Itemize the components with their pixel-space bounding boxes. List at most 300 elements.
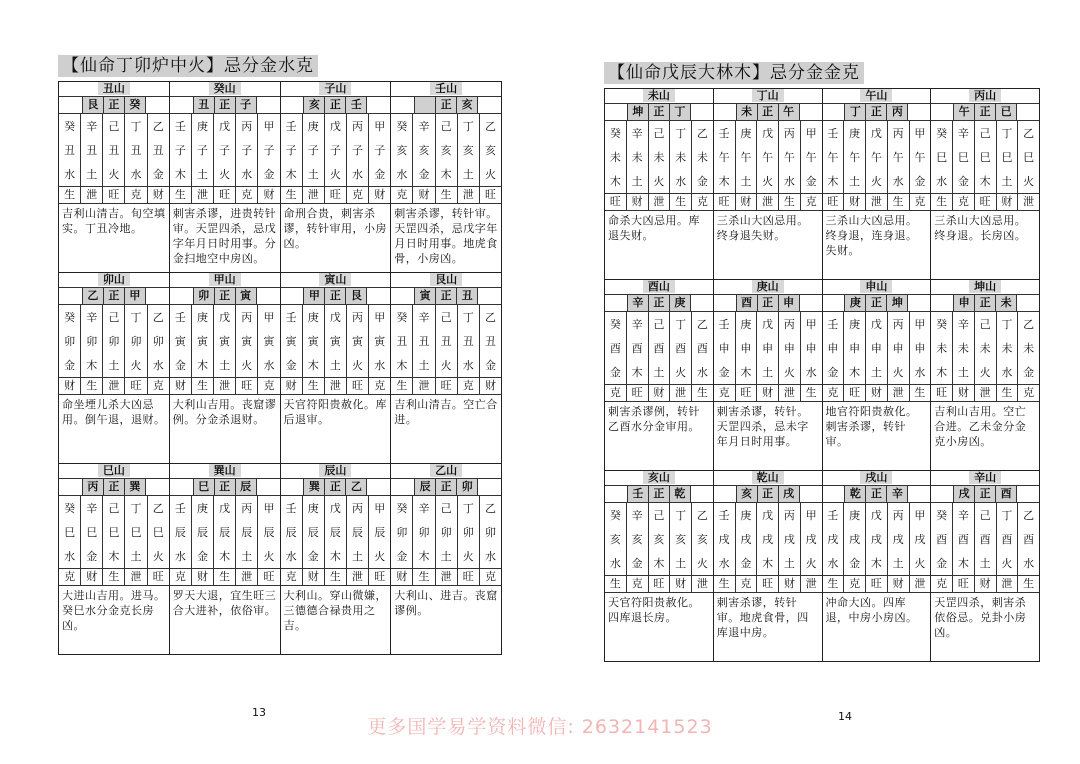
relation-row (714, 576, 822, 593)
mountain-name: 酉山 (643, 280, 675, 293)
grid-char: 土 (1001, 174, 1013, 188)
relation-flag: 生 (1023, 577, 1035, 590)
grid-char: 己 (440, 310, 452, 324)
mountain-cell (59, 273, 170, 463)
grid-char: 水 (675, 174, 687, 188)
stem-branch-grid (605, 121, 713, 194)
header-char: 未 (995, 295, 1017, 311)
stem-branch-column (458, 496, 480, 568)
header-char: 正 (103, 479, 124, 495)
relation-row (281, 569, 391, 586)
grid-char: 戌 (914, 532, 926, 546)
relation-flag: 财 (303, 569, 325, 585)
grid-char: 辰 (307, 525, 319, 539)
grid-char: 巳 (979, 150, 991, 164)
relation-flag: 克 (605, 385, 627, 401)
stem-branch-column (413, 114, 435, 186)
mountain-name-label (170, 464, 280, 478)
grid-char: 戌 (892, 532, 904, 546)
header-char: 辛 (886, 486, 908, 502)
stem-branch-column (325, 305, 347, 377)
mountain-cell (281, 464, 392, 654)
relation-flag: 财 (413, 187, 435, 203)
stem-branch-column (391, 114, 413, 186)
stem-branch-column (953, 503, 975, 575)
mountain-cell (931, 471, 1039, 661)
grid-char: 火 (352, 358, 364, 372)
stem-branch-column (910, 503, 931, 575)
grid-char: 水 (805, 365, 817, 379)
mountain-name: 寅山 (319, 273, 351, 286)
stem-branch-column (910, 121, 931, 193)
stem-branch-column (1018, 121, 1039, 193)
relation-row (823, 385, 931, 402)
mountain-header (59, 478, 169, 496)
relation-flag: 财 (59, 378, 81, 394)
grid-char: 癸 (936, 126, 948, 140)
grid-char: 甲 (374, 501, 386, 515)
header-char: 亥 (303, 97, 324, 113)
mountain-description: 天官符阳贵赦化。库后退审。 (283, 398, 387, 426)
header-char: 申 (953, 295, 974, 311)
header-char: 正 (103, 97, 124, 113)
relation-flag: 生 (805, 386, 817, 399)
left-page-number: 13 (252, 706, 266, 719)
mountain-name: 未山 (643, 89, 675, 102)
stem-branch-column (823, 312, 845, 384)
grid-char: 壬 (174, 310, 186, 324)
grid-char: 水 (1023, 556, 1035, 570)
grid-char: 巳 (108, 525, 120, 539)
relation-row (170, 569, 280, 586)
grid-char: 戊 (219, 501, 231, 515)
grid-char: 木 (196, 358, 208, 372)
relation-flag: 旺 (325, 187, 347, 203)
grid-char: 申 (740, 341, 752, 355)
grid-char: 土 (440, 549, 452, 563)
header-char: 酉 (736, 295, 757, 311)
relation-flag: 旺 (458, 569, 480, 585)
stem-branch-grid (714, 503, 822, 576)
mountain-cell (605, 280, 714, 470)
mountain-description: 刺害杀谬例，转针乙酉水分金审用。 (608, 405, 700, 433)
grid-char: 木 (762, 556, 774, 570)
grid-char: 午 (805, 150, 817, 164)
grid-char: 木 (718, 174, 730, 188)
grid-char: 木 (285, 167, 297, 181)
relation-flag: 生 (59, 187, 81, 203)
relation-flag: 财 (263, 188, 275, 201)
mountain-header (605, 103, 713, 121)
relation-flag: 泄 (1023, 195, 1035, 208)
stem-branch-column (649, 121, 671, 193)
relation-row (170, 378, 280, 395)
grid-char: 水 (1001, 365, 1013, 379)
stem-branch-grid (170, 114, 280, 187)
mountain-name: 庚山 (752, 280, 784, 293)
stem-branch-column (480, 305, 501, 377)
grid-char: 水 (130, 167, 142, 181)
grid-char: 火 (108, 167, 120, 181)
right-page (604, 62, 1040, 662)
header-char: 乙 (82, 288, 103, 304)
grid-char: 巳 (86, 525, 98, 539)
mountain-name: 子山 (319, 82, 351, 95)
grid-char: 庚 (849, 126, 861, 140)
header-char: 辰 (235, 479, 257, 495)
relation-flag: 旺 (931, 385, 953, 401)
mountain-description: 罗天大退，宜生旺三合大进补，依俗审。 (172, 589, 277, 617)
header-char: 正 (435, 479, 456, 495)
grid-char: 火 (152, 549, 164, 563)
stem-branch-column (170, 496, 192, 568)
header-char: 庚 (844, 295, 865, 311)
grid-char: 庚 (740, 508, 752, 522)
header-char: 丑 (456, 288, 478, 304)
stem-branch-column (81, 114, 103, 186)
grid-char: 丁 (1001, 126, 1013, 140)
grid-char: 火 (1023, 174, 1035, 188)
grid-char: 辛 (631, 126, 643, 140)
mountain-description: 大利山、进吉。丧窟谬例。 (394, 589, 498, 617)
mountain-name: 午山 (860, 89, 892, 102)
grid-char: 癸 (396, 119, 408, 133)
relation-flag: 泄 (303, 187, 325, 203)
grid-char: 木 (329, 549, 341, 563)
mountain-description: 吉利山清吉。旬空填实。丁丑冷地。 (62, 207, 166, 235)
grid-char: 丑 (462, 334, 474, 348)
header-char: 辛 (627, 295, 648, 311)
relation-row (605, 194, 713, 211)
grid-char: 土 (957, 365, 969, 379)
grid-char: 火 (1001, 556, 1013, 570)
mountain-name: 艮山 (430, 273, 462, 286)
grid-char: 土 (307, 167, 319, 181)
relation-flag: 财 (484, 379, 496, 392)
header-char: 甲 (303, 288, 324, 304)
stem-branch-column (888, 121, 910, 193)
grid-char: 水 (64, 167, 76, 181)
mountain-name-label (823, 471, 931, 485)
relation-row (281, 378, 391, 395)
grid-char: 辛 (86, 501, 98, 515)
grid-char: 寅 (352, 334, 364, 348)
header-char: 午 (778, 104, 800, 120)
stem-branch-grid (170, 305, 280, 378)
stem-branch-grid (714, 121, 822, 194)
mountain-name-label (605, 471, 713, 485)
relation-flag: 泄 (914, 577, 926, 590)
grid-char: 丁 (130, 310, 142, 324)
grid-char: 水 (914, 365, 926, 379)
relation-flag: 生 (413, 569, 435, 585)
mountain-cell (931, 280, 1039, 470)
mountain-name-label (59, 273, 169, 287)
header-char: 壬 (627, 486, 648, 502)
mountain-description: 命杀大凶忌用。库退失财。 (608, 214, 700, 242)
grid-char: 申 (762, 341, 774, 355)
grid-char: 土 (762, 365, 774, 379)
grid-char: 丑 (418, 334, 430, 348)
grid-char: 丑 (440, 334, 452, 348)
stem-branch-column (1018, 312, 1039, 384)
grid-char: 戊 (870, 126, 882, 140)
grid-char: 金 (805, 174, 817, 188)
grid-char: 卯 (396, 525, 408, 539)
mountain-cell (170, 82, 281, 272)
grid-char: 申 (914, 341, 926, 355)
right-page-title: 【仙命戊辰大林木】忌分金金克 (604, 62, 864, 84)
stem-branch-column (953, 121, 975, 193)
header-char: 甲 (124, 288, 146, 304)
mountain-description: 三杀山大凶忌用。终身退，连身退。失财。 (825, 214, 918, 257)
grid-char: 酉 (696, 341, 708, 355)
relation-flag: 生 (303, 378, 325, 394)
header-char: 正 (865, 104, 886, 120)
relation-row (931, 385, 1039, 402)
mountain-name-label (605, 89, 713, 103)
left-page-title: 【仙命丁卯炉中火】忌分金水克 (58, 55, 318, 77)
relation-flag: 旺 (953, 576, 975, 592)
relation-row (59, 187, 169, 204)
grid-char: 土 (653, 365, 665, 379)
grid-char: 甲 (374, 119, 386, 133)
mountain-cell (714, 89, 823, 279)
stem-branch-column (627, 312, 649, 384)
grid-char: 子 (285, 143, 297, 157)
mountain-header (605, 294, 713, 312)
stem-branch-column (325, 114, 347, 186)
mountain-cell (170, 464, 281, 654)
grid-char: 辰 (241, 525, 253, 539)
grid-char: 子 (374, 143, 386, 157)
grid-char: 酉 (609, 341, 621, 355)
relation-flag: 旺 (263, 570, 275, 583)
grid-char: 火 (653, 174, 665, 188)
grid-char: 土 (462, 167, 474, 181)
relation-flag: 克 (236, 187, 258, 203)
mountain-name: 巳山 (98, 464, 130, 477)
grid-char: 庚 (307, 501, 319, 515)
relation-row (391, 569, 501, 586)
mountain-header (59, 96, 169, 114)
relation-flag: 克 (347, 187, 369, 203)
header-char: 申 (778, 295, 800, 311)
stem-branch-grid (714, 312, 822, 385)
stem-branch-column (59, 305, 81, 377)
grid-char: 丙 (783, 126, 795, 140)
grid-char: 壬 (285, 310, 297, 324)
mountain-name-label (605, 280, 713, 294)
relation-flag: 泄 (805, 577, 817, 590)
grid-char: 申 (805, 341, 817, 355)
stem-branch-column (801, 312, 822, 384)
relation-flag: 克 (696, 195, 708, 208)
grid-char: 火 (696, 556, 708, 570)
grid-char: 寅 (374, 334, 386, 348)
relation-flag: 旺 (823, 194, 845, 210)
mountain-name-label (391, 464, 501, 478)
grid-char: 辛 (631, 508, 643, 522)
grid-char: 木 (108, 549, 120, 563)
header-char: 正 (324, 479, 345, 495)
grid-char: 丁 (462, 501, 474, 515)
grid-char: 戊 (870, 508, 882, 522)
grid-char: 酉 (936, 532, 948, 546)
mountain-cell (931, 89, 1039, 279)
grid-char: 戌 (783, 532, 795, 546)
header-char: 酉 (995, 486, 1017, 502)
grid-char: 庚 (740, 317, 752, 331)
grid-char: 金 (86, 549, 98, 563)
stem-branch-column (736, 503, 758, 575)
relation-flag: 生 (605, 576, 627, 592)
mountain-name: 亥山 (643, 471, 675, 484)
grid-char: 未 (1023, 341, 1035, 355)
grid-char: 水 (174, 549, 186, 563)
grid-char: 戊 (762, 317, 774, 331)
table-row (59, 82, 501, 273)
grid-char: 未 (631, 150, 643, 164)
stem-branch-grid (281, 114, 391, 187)
mountain-cell (281, 82, 392, 272)
grid-char: 火 (263, 549, 275, 563)
grid-char: 火 (892, 365, 904, 379)
grid-char: 亥 (484, 143, 496, 157)
grid-char: 申 (783, 341, 795, 355)
left-table (58, 81, 502, 655)
grid-char: 金 (696, 174, 708, 188)
grid-char: 亥 (609, 532, 621, 546)
relation-flag: 泄 (347, 569, 369, 585)
relation-flag: 泄 (670, 385, 692, 401)
grid-char: 丙 (783, 317, 795, 331)
grid-char: 金 (740, 556, 752, 570)
relation-flag: 泄 (103, 378, 125, 394)
relation-flag: 克 (374, 379, 386, 392)
mountain-name-label (281, 273, 391, 287)
grid-char: 土 (108, 358, 120, 372)
mountain-description: 大进山吉用。进马。癸巳水分金克长房凶。 (62, 589, 166, 632)
grid-char: 癸 (64, 310, 76, 324)
grid-char: 水 (696, 365, 708, 379)
header-char: 正 (974, 104, 995, 120)
stem-branch-column (931, 312, 953, 384)
grid-char: 丁 (130, 501, 142, 515)
grid-char: 丙 (892, 508, 904, 522)
grid-char: 戊 (219, 119, 231, 133)
grid-char: 辰 (352, 525, 364, 539)
grid-char: 土 (849, 174, 861, 188)
grid-char: 乙 (484, 501, 496, 515)
grid-char: 木 (86, 358, 98, 372)
relation-flag: 旺 (152, 570, 164, 583)
grid-char: 午 (870, 150, 882, 164)
grid-char: 甲 (263, 119, 275, 133)
table-row (59, 273, 501, 464)
grid-char: 未 (979, 341, 991, 355)
stem-branch-column (347, 305, 369, 377)
grid-char: 酉 (1001, 532, 1013, 546)
header-char: 正 (648, 295, 669, 311)
mountain-header (170, 96, 280, 114)
grid-char: 子 (196, 143, 208, 157)
grid-char: 土 (740, 174, 752, 188)
stem-branch-column (436, 305, 458, 377)
stem-branch-grid (605, 312, 713, 385)
grid-char: 戌 (805, 532, 817, 546)
stem-branch-column (757, 312, 779, 384)
grid-char: 辛 (957, 126, 969, 140)
relation-flag: 泄 (757, 194, 779, 210)
mountain-name: 癸山 (209, 82, 241, 95)
grid-char: 土 (86, 167, 98, 181)
grid-char: 木 (631, 365, 643, 379)
grid-char: 亥 (418, 143, 430, 157)
grid-char: 水 (396, 167, 408, 181)
header-char: 寅 (235, 288, 257, 304)
grid-char: 水 (263, 358, 275, 372)
stem-branch-column (458, 305, 480, 377)
mountain-cell (823, 89, 932, 279)
stem-branch-column (170, 305, 192, 377)
mountain-name: 乙山 (430, 464, 462, 477)
stem-branch-column (413, 496, 435, 568)
relation-flag: 旺 (436, 378, 458, 394)
stem-branch-column (714, 121, 736, 193)
stem-branch-column (103, 114, 125, 186)
stem-branch-column (692, 121, 713, 193)
grid-char: 金 (307, 549, 319, 563)
mountain-header (281, 96, 391, 114)
grid-char: 己 (653, 508, 665, 522)
relation-flag: 生 (192, 378, 214, 394)
grid-char: 亥 (653, 532, 665, 546)
grid-char: 子 (263, 143, 275, 157)
grid-char: 金 (396, 549, 408, 563)
relation-row (605, 576, 713, 593)
mountain-header (391, 96, 501, 114)
stem-branch-column (692, 503, 713, 575)
grid-char: 金 (263, 167, 275, 181)
relation-flag: 克 (125, 187, 147, 203)
relation-flag: 泄 (81, 187, 103, 203)
grid-char: 癸 (936, 508, 948, 522)
relation-flag: 克 (391, 187, 413, 203)
grid-char: 未 (1001, 341, 1013, 355)
mountain-header (391, 478, 501, 496)
grid-char: 火 (979, 365, 991, 379)
grid-char: 乙 (696, 126, 708, 140)
relation-flag: 财 (953, 385, 975, 401)
mountain-cell (823, 280, 932, 470)
stem-branch-grid (59, 305, 169, 378)
header-char: 正 (974, 486, 995, 502)
table-row (605, 471, 1039, 662)
stem-branch-column (192, 114, 214, 186)
grid-char: 木 (653, 556, 665, 570)
relation-flag: 克 (931, 576, 953, 592)
grid-char: 午 (914, 150, 926, 164)
grid-char: 丑 (64, 143, 76, 157)
grid-char: 卯 (462, 525, 474, 539)
stem-branch-column (480, 114, 501, 186)
relation-flag: 克 (263, 379, 275, 392)
header-char (414, 97, 435, 113)
grid-char: 申 (718, 341, 730, 355)
relation-flag: 克 (953, 194, 975, 210)
relation-row (714, 194, 822, 211)
